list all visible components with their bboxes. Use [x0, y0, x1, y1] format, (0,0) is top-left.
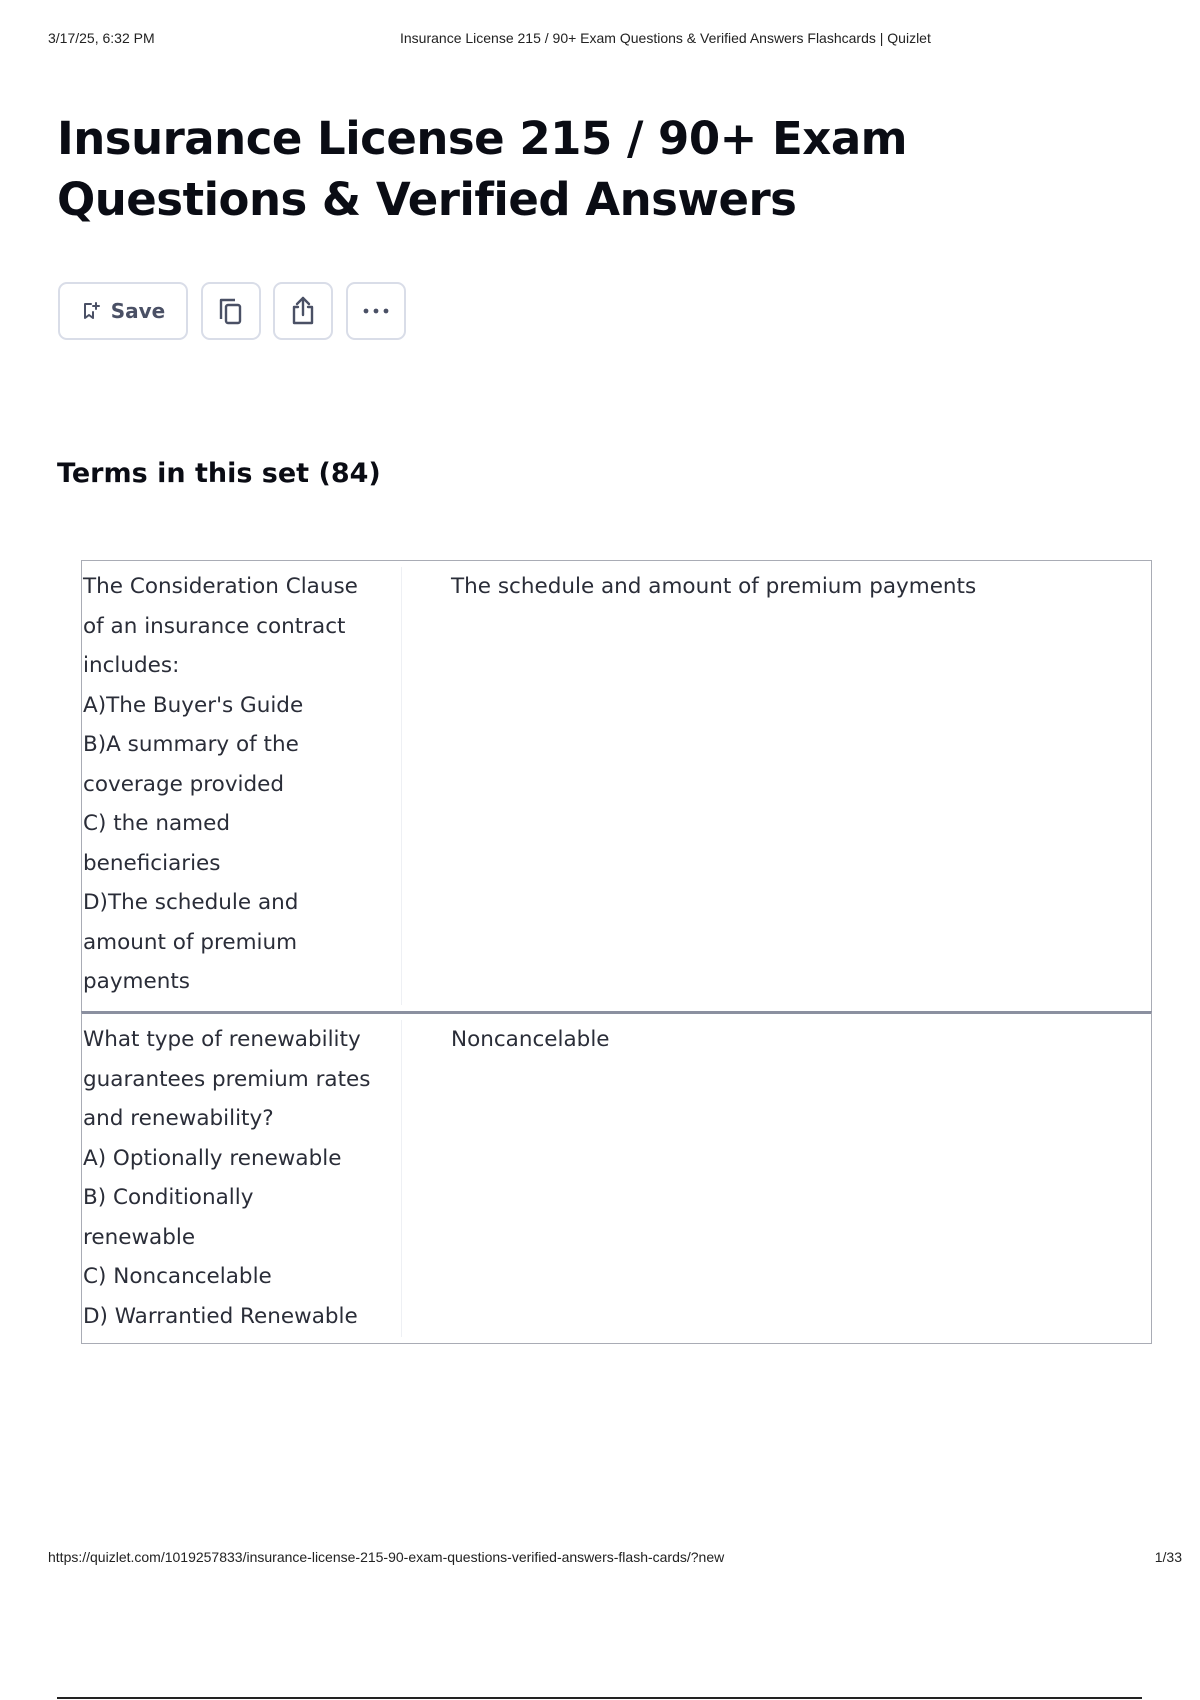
print-footer	[48, 1549, 1182, 1569]
print-datetime: 3/17/25, 6:32 PM	[48, 30, 155, 46]
print-header	[48, 30, 1152, 50]
save-button-label: Save	[110, 299, 166, 323]
definition-text: Noncancelable	[451, 1027, 610, 1052]
page-title: Insurance License 215 / 90+ Exam Questions & Verified Answers	[57, 112, 908, 226]
term-line: renewable	[83, 1224, 196, 1250]
bookmark-plus-icon	[81, 301, 101, 321]
term-line: includes:	[83, 653, 180, 678]
term-line: D)The schedule and	[83, 890, 299, 915]
more-options-button[interactable]	[346, 282, 406, 340]
flashcard-row	[81, 560, 1152, 1012]
print-doc-title: Insurance License 215 / 90+ Exam Questions & Verified Answers Flashcards | Quizlet	[400, 30, 931, 46]
term-line: coverage provided	[83, 771, 285, 797]
term-line: payments	[83, 969, 190, 994]
term-line: The Consideration Clause	[83, 574, 358, 599]
term-line: and renewability?	[83, 1106, 274, 1131]
term-line: guarantees premium rates	[83, 1066, 371, 1092]
term-line: D) Warrantied Renewable	[83, 1303, 358, 1329]
term-line: beneficiaries	[83, 850, 221, 876]
copy-icon	[216, 295, 246, 327]
page-url: https://quizlet.com/1019257833/insurance-license-215-90-exam-questions-verified-answers-flash-cards/?new	[48, 1549, 725, 1565]
term-text	[82, 1014, 400, 1336]
term-line: A)The Buyer's Guide	[83, 692, 304, 718]
share-icon	[288, 295, 318, 327]
page-number: 1/33	[1154, 1549, 1182, 1565]
save-button[interactable]	[58, 282, 188, 340]
term-line: B)A summary of the	[83, 732, 299, 757]
term-line: C) Noncancelable	[83, 1264, 272, 1289]
term-line: What type of renewability	[83, 1027, 361, 1052]
term-line: of an insurance contract	[83, 613, 346, 639]
page-bottom-rule	[57, 1697, 1142, 1699]
definition-text: The schedule and amount of premium payments	[451, 574, 977, 599]
term-definition-divider	[401, 567, 402, 1005]
term-line: B) Conditionally	[83, 1185, 254, 1210]
term-line: C) the named	[83, 811, 230, 836]
terms-heading: Terms in this set (84)	[57, 458, 381, 489]
term-line: amount of premium	[83, 929, 298, 955]
share-button[interactable]	[273, 282, 333, 340]
term-line: A) Optionally renewable	[83, 1145, 342, 1171]
more-icon	[361, 307, 391, 315]
copy-button[interactable]	[201, 282, 261, 340]
flashcard-row	[81, 1011, 1152, 1344]
term-definition-divider	[401, 1020, 402, 1337]
term-text	[82, 561, 400, 1002]
